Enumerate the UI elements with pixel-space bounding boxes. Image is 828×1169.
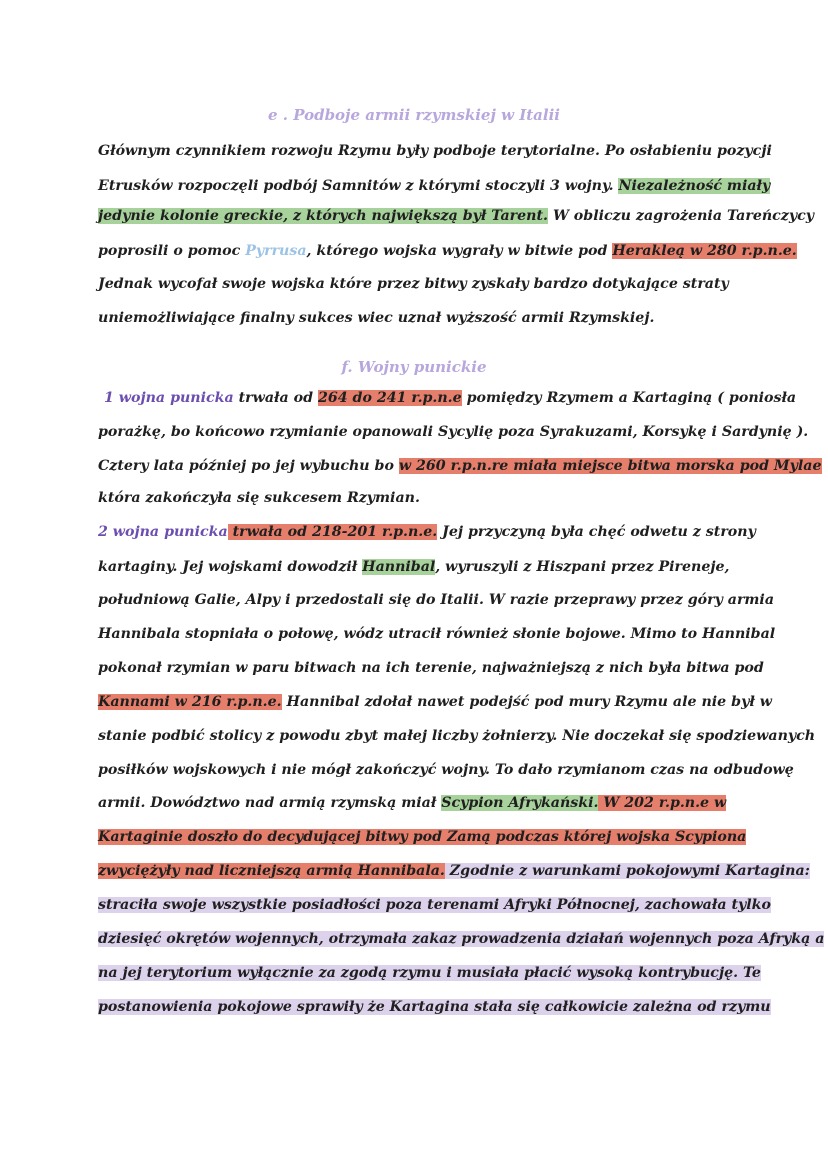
text-line (98, 991, 771, 1023)
text-line (98, 855, 810, 887)
highlight-red: Herakleą w 280 r.p.n.e. (612, 243, 797, 259)
text-line: 1 wojna punicka trwała od 264 do 241 r.p.n.e pomiędzy Rzymem a Kartaginą ( poniosła (104, 390, 797, 406)
text-line: kartaginy. Jej wojskami dowodził Hannibal, wyruszyli z Hiszpani przez Pireneje, (98, 559, 730, 575)
highlight-green: jedynie kolonie greckie, z których największą był Tarent. (98, 208, 548, 224)
highlight-purple: straciła swoje wszystkie posiadłości poza terenami Afryki Północnej, zachowała tylko (98, 897, 771, 913)
text-line: uniemożliwiające finalny sukces wiec uznał wyższość armii Rzymskiej. (98, 310, 655, 326)
text-line: poprosili o pomoc Pyrrusa, którego wojska wygrały w bitwie pod Herakleą w 280 r.p.n.e. (98, 243, 797, 259)
highlight-red: Kartaginie doszło do decydującej bitwy pod Zamą podczas której wojska Scypiona (98, 829, 747, 845)
text-line (98, 889, 771, 921)
text-line: posiłków wojskowych i nie mógł zakończyć wojny. To dało rzymianom czas na odbudowę (98, 762, 794, 778)
section-f-title: f. Wojny punickie (341, 358, 487, 376)
text-line: Jednak wycofał swoje wojska które przez bitwy zyskały bardzo dotykające straty (98, 276, 729, 292)
text-line (98, 821, 746, 853)
highlight-green: Scypion Afrykański. (441, 795, 599, 811)
highlight-red: W 202 r.p.n.e w (598, 795, 727, 811)
text-line: która zakończyła się sukcesem Rzymian. (98, 490, 420, 506)
text-line (98, 957, 761, 989)
text-line: jedynie kolonie greckie, z których największą był Tarent. W obliczu zagrożenia Tareńczycy (98, 208, 814, 224)
highlight-green: Hannibal (362, 559, 436, 575)
text-line: południową Galie, Alpy i przedostali się do Italii. W razie przeprawy przez góry armia (98, 592, 775, 608)
highlight-red: w 260 r.p.n.re miała miejsce bitwa morska pod Mylae (398, 458, 822, 474)
highlight-purple: dziesięć okrętów wojennych, otrzymała zakaz prowadzenia działań wojennych poza Afryką a (98, 931, 825, 947)
highlight-green: Niezależność miały (618, 178, 771, 194)
highlight-red: Kannami w 216 r.p.n.e. (98, 694, 282, 710)
text-line: 2 wojna punicka trwała od 218-201 r.p.n.e. Jej przyczyną była chęć odwetu z strony (98, 524, 756, 540)
text-line: Cztery lata później po jej wybuchu bo w 260 r.p.n.re miała miejsce bitwa morska pod Mylae (98, 458, 822, 474)
highlight-red: zwyciężyły nad liczniejszą armią Hannibala. (98, 863, 445, 879)
highlight-purple: Zgodnie z warunkami pokojowymi Kartagina: (444, 863, 810, 879)
text-line: porażkę, bo końcowo rzymianie opanowali Sycylię poza Syrakuzami, Korsykę i Sardynię ). (98, 424, 809, 440)
section-e-title: e . Podboje armii rzymskiej w Italii (267, 106, 560, 124)
term-1-wojna: 1 wojna punicka (104, 390, 234, 406)
term-2-wojna: 2 wojna punicka (98, 524, 228, 540)
highlight-purple: postanowienia pokojowe sprawiły że Kartagina stała się całkowicie zależna od rzymu (98, 999, 771, 1015)
text-line (98, 923, 824, 955)
text-line: stanie podbić stolicy z powodu zbyt małej liczby żołnierzy. Nie doczekał się spodziewanych (98, 728, 816, 744)
text-line: Hannibala stopniała o połowę, wódz utracił również słonie bojowe. Mimo to Hannibal (98, 626, 776, 642)
text-line: Kannami w 216 r.p.n.e. Hannibal zdołał nawet podejść pod mury Rzymu ale nie był w (98, 694, 772, 710)
pyrrus-name: Pyrrusa (245, 243, 307, 259)
text-line: Etrusków rozpoczęli podbój Samnitów z którymi stoczyli 3 wojny. Niezależność miały (98, 178, 771, 194)
text-line: Głównym czynnikiem rozwoju Rzymu były podboje terytorialne. Po osłabieniu pozycji (98, 143, 772, 159)
text-line: pokonał rzymian w paru bitwach na ich terenie, najważniejszą z nich była bitwa pod (98, 660, 764, 676)
highlight-red: trwała od 218-201 r.p.n.e. (227, 524, 438, 540)
text-line: armii. Dowództwo nad armią rzymską miał Scypion Afrykański. W 202 r.p.n.e w (98, 795, 727, 811)
highlight-purple: na jej terytorium wyłącznie za zgodą rzymu i musiała płacić wysoką kontrybucję. Te (98, 965, 761, 981)
highlight-red: 264 do 241 r.p.n.e (317, 390, 462, 406)
